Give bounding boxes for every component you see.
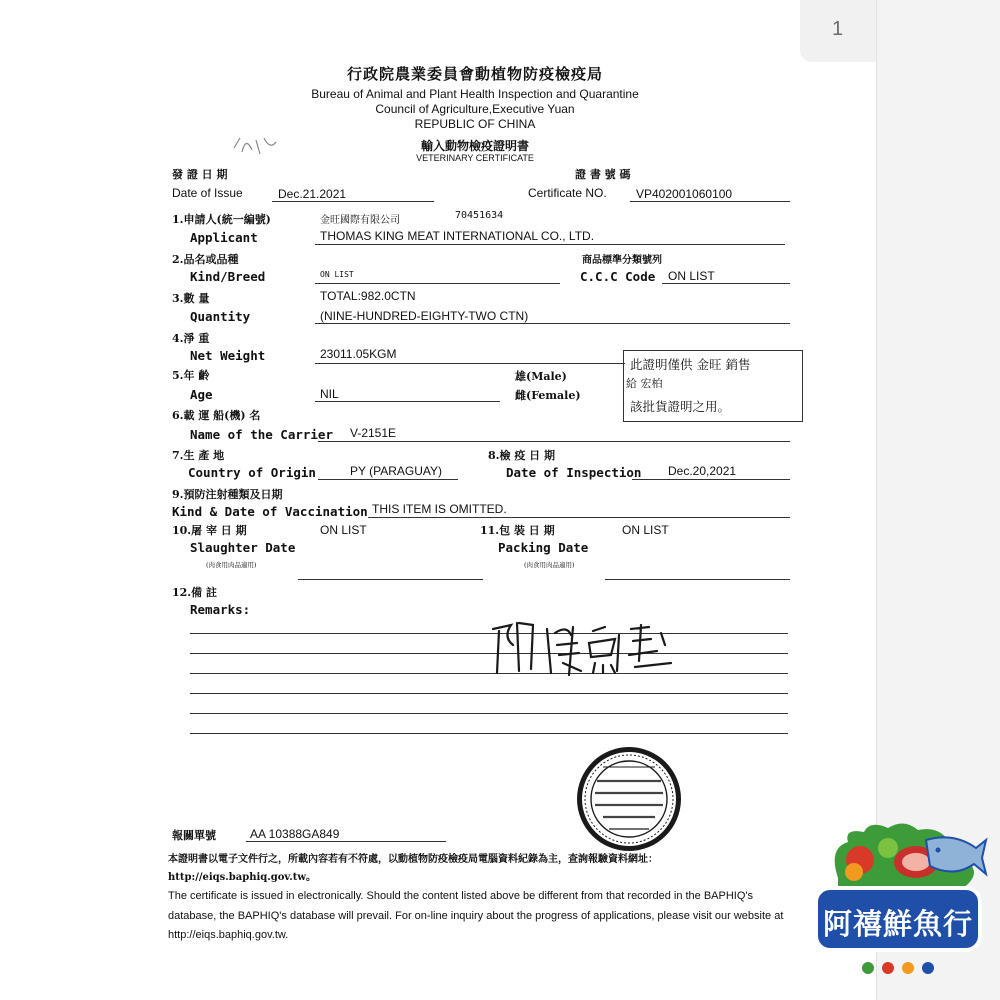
- kind-underline: [315, 283, 560, 284]
- quantity-label-zh: 3.數 量: [172, 292, 210, 305]
- packing-date-note: (肉食用肉品適用): [524, 561, 575, 569]
- certificate-title-zh: 輸入動物檢疫證明書: [420, 139, 529, 153]
- net-weight-label-zh: 4.淨 重: [172, 332, 210, 345]
- bureau-title-zh: 行政院農業委員會動植物防疫檢疫局: [346, 65, 603, 83]
- inspection-date-value: Dec.20,2021: [668, 464, 737, 478]
- packing-date-label: Packing Date: [498, 540, 589, 555]
- remarks-label: Remarks:: [190, 602, 251, 617]
- carrier-label: Name of the Carrier: [190, 427, 333, 442]
- notice-zh: 本證明書以電子文件行之，所載內容若有不符處，以動植物防疫檢疫局電腦資料紀錄為主，查詢報驗資料網址：http://eiqs.baphiq.gov.tw。: [168, 854, 658, 883]
- origin-underline: [318, 479, 458, 480]
- slaughter-date-note: (肉食用肉品適用): [206, 561, 257, 569]
- quantity-label: Quantity: [190, 309, 251, 324]
- veterinary-certificate: [150, 55, 800, 955]
- net-weight-underline: [315, 363, 625, 364]
- date-of-issue-label-zh: 發 證 日 期: [172, 168, 228, 181]
- applicant-name-zh: 金旺國際有限公司: [320, 215, 400, 226]
- packing-date-underline: [605, 579, 790, 580]
- sales-stamp-box: [623, 350, 803, 422]
- remarks-label-zh: 12.備 註: [172, 586, 217, 599]
- applicant-id: 70451634: [455, 210, 504, 221]
- ccc-code-label-zh: 商品標準分類號列: [582, 255, 662, 266]
- council-title-en: Council of Agriculture,Executive Yuan: [375, 102, 575, 116]
- bureau-title-en: Bureau of Animal and Plant Health Inspection and Quarantine: [311, 87, 639, 101]
- male-label: 雄(Male): [515, 370, 567, 383]
- applicant-name: THOMAS KING MEAT INTERNATIONAL CO., LTD.: [320, 229, 595, 243]
- net-weight-value: 23011.05KGM: [320, 347, 397, 361]
- slaughter-date-label: Slaughter Date: [190, 540, 296, 555]
- certificate-number-underline: [630, 201, 790, 202]
- page-number: 1: [832, 18, 844, 40]
- quantity-total: TOTAL:982.0CTN: [320, 289, 416, 303]
- quantity-underline: [315, 323, 790, 324]
- origin-value: PY (PARAGUAY): [350, 464, 443, 478]
- report-number-value: AA 10388GA849: [250, 827, 340, 841]
- date-of-issue-underline: [272, 201, 434, 202]
- handwritten-signature: [485, 615, 680, 680]
- carrier-underline: [318, 441, 790, 442]
- age-label-zh: 5.年 齡: [172, 369, 210, 382]
- age-value: NIL: [320, 387, 339, 401]
- origin-label-zh: 7.生 產 地: [172, 449, 225, 462]
- female-label: 雌(Female): [515, 389, 581, 402]
- certificate-title-en: VETERINARY CERTIFICATE: [416, 153, 534, 163]
- quantity-words: (NINE-HUNDRED-EIGHTY-TWO CTN): [320, 309, 529, 323]
- date-of-issue-label: Date of Issue: [172, 186, 243, 200]
- store-logo-text: 阿禧鮮魚行: [822, 907, 973, 941]
- age-underline: [315, 401, 500, 402]
- stamp-line-3: 該批貨證明之用。: [630, 399, 731, 414]
- applicant-underline: [315, 244, 785, 245]
- store-logo: [808, 818, 988, 990]
- report-number-label-zh: 報關單號: [172, 829, 216, 842]
- notice-en: The certificate is issued in electronically. Should the content listed above be different from that recorded in the BAPHIQ's database, the BAPHIQ's database will prevail. For on-line inquiry about the progress of applications, please visit our website at http://eiqs.baphiq.gov.tw.: [168, 890, 784, 941]
- kind-label: Kind/Breed: [190, 269, 266, 284]
- official-seal: [575, 745, 683, 853]
- kind-label-zh: 2.品名或品種: [172, 253, 239, 266]
- ccc-code-value: ON LIST: [668, 269, 715, 283]
- inspection-date-label-zh: 8.檢 疫 日 期: [488, 449, 555, 462]
- report-number-underline: [246, 841, 446, 842]
- packing-date-label-zh: 11.包 裝 日 期: [480, 524, 555, 537]
- applicant-label-zh: 1.申請人(統一編號): [172, 213, 271, 226]
- age-label: Age: [190, 387, 213, 402]
- slaughter-date-underline: [298, 579, 483, 580]
- remarks-line: [190, 693, 788, 694]
- vaccination-label: Kind & Date of Vaccination: [172, 504, 368, 519]
- slaughter-date-value: ON LIST: [320, 523, 367, 537]
- stamp-line-2: 給 宏柏: [626, 377, 663, 390]
- ccc-code-underline: [662, 283, 790, 284]
- faint-scribble: [230, 132, 282, 160]
- inspection-date-underline: [632, 479, 790, 480]
- certificate-number-label: Certificate NO.: [528, 186, 607, 200]
- remarks-line: [190, 713, 788, 714]
- ccc-code-label: C.C.C Code: [580, 269, 656, 284]
- carrier-value: V-2151E: [350, 426, 397, 440]
- origin-label: Country of Origin: [188, 465, 316, 480]
- certificate-number-label-zh: 證 書 號 碼: [575, 168, 631, 181]
- certificate-number-value: VP402001060100: [636, 187, 733, 201]
- kind-value: ON LIST: [320, 270, 354, 279]
- vaccination-underline: [368, 517, 790, 518]
- date-of-issue-value: Dec.21.2021: [278, 187, 347, 201]
- country-title: REPUBLIC OF CHINA: [414, 117, 536, 131]
- net-weight-label: Net Weight: [190, 348, 266, 363]
- carrier-label-zh: 6.載 運 船(機) 名: [172, 409, 261, 422]
- inspection-date-label: Date of Inspection: [506, 465, 642, 480]
- vaccination-value: THIS ITEM IS OMITTED.: [372, 502, 507, 516]
- remarks-line: [190, 733, 788, 734]
- stamp-line-1: 此證明僅供 金旺 銷售: [630, 357, 751, 372]
- slaughter-date-label-zh: 10.屠 宰 日 期: [172, 524, 247, 537]
- vaccination-label-zh: 9.預防注射種類及日期: [172, 488, 283, 501]
- applicant-label: Applicant: [190, 230, 258, 245]
- packing-date-value: ON LIST: [622, 523, 669, 537]
